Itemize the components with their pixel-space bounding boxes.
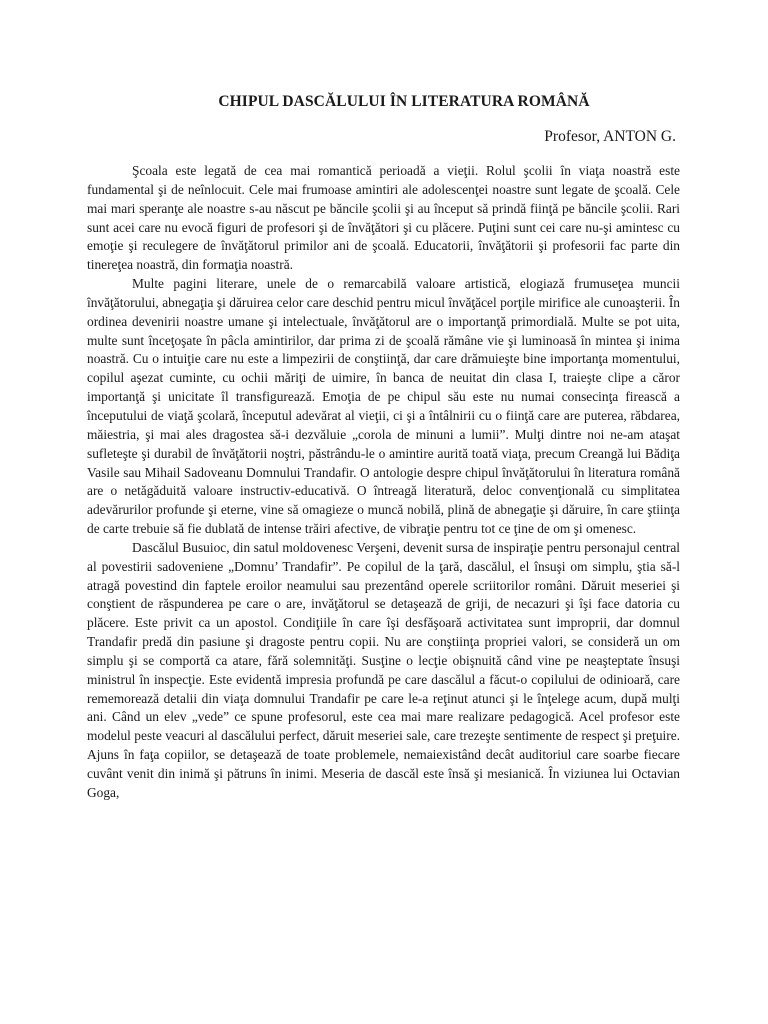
paragraph: Dascălul Busuioc, din satul moldovenesc Verşeni, devenit sursa de inspiraţie pentru personajul central al povestirii sadoveniene „Domnu’ Trandafir”. Pe copilul de la ţară, dascălul, el însuşi om simplu, ştia să-l atragă povestind din faptele eroilor neamului sau prezentând operele scriitorilor români. Dăruit meseriei şi conştient de răspunderea pe care o are, invăţătorul se detaşează de griji, de necazuri şi îşi face datoria cu plăcere. Este privit ca un apostol. Condiţiile în care îşi desfăşoară activitatea sunt improprii, dar domnul Trandafir predă din pasiune şi dragoste pentru copii. Nu are conştiinţa propriei valori, se consideră un om simplu şi se comportă ca atare, fără solemnităţi. Susţine o lecţie obişnuită când vine pe neaşteptate însuşi ministrul în inspecţie. Este evidentă impresia profundă pe care dascălul a făcut-o copilului de odinioară, care rememorează detalii din viaţa domnului Trandafir pe care le-a reţinut atunci şi le înţelege acum, după mulţi ani. Când un elev „vede” ce spune profesorul, este cea mai mare realizare pedagogică. Acel profesor este modelul peste veacuri al dascălului perfect, dăruit meseriei sale, care trezeşte sentimente de respect şi preţuire. Ajuns în faţa copiilor, se detaşează de toate problemele, nemaiexistând decât auditoriul care soarbe fiecare cuvânt venit din inimă şi pătruns în inimi. Meseria de dascăl este însă şi mesianică. În viziunea lui Octavian Goga,	[87, 539, 680, 800]
document-body	[87, 162, 680, 803]
author-line: Profesor, ANTON G.	[544, 128, 676, 145]
paragraph: Multe pagini literare, unele de o remarcabilă valoare artistică, elogiază frumuseţea muncii învăţătorului, abnegaţia şi dăruirea celor care deschid pentru micul învăţăcel porţile mirifice ale cunoaşterii. În ordinea devenirii noastre umane şi intelectuale, învăţătorul are o importanţă primordială. Multe se pot uita, multe sunt înceţoşate în pâcla amintirilor, dar prima zi de şcoală rămâne vie şi luminoasă în mintea şi inima noastră. Cu o intuiţie care nu este a limpezirii de conştiinţă, dar care drămuieşte bine importanţa momentului, copilul aşezat cuminte, cu ochii măriţi de uimire, în banca de neuitat din clasa I, traieşte clipe a căror importanţă şi unicitate îl transfigurează. Emoţia de pe chipul său este nu numai consecinţa firească a începutului de viaţă şcolară, începutul adevărat al vieţii, ci şi a întâlnirii cu o fiinţă care are puterea, răbdarea, măiestria, şi mai ales dragostea să-i dezvăluie „corola de minuni a lumii”. Mulţi dintre noi ne-am ataşat sufleteşte şi durabil de învăţătorii noştri, păstrându-le o amintire aurită toată viaţa, precum Creangă lui Bădiţa Vasile sau Mihail Sadoveanu Domnului Trandafir. O antologie despre chipul învăţătorului în literatura română are o netăgăduită valoare instructiv-educativă. O întreagă literatură, deloc convenţională cu simplitatea adevărurilor profunde şi eterne, vine să omagieze o muncă nobilă, plină de abnegaţie şi dăruire, în care ştiinţa de carte trebuie să fie dublată de intense trăiri afective, de vibraţie pentru tot ce ţine de om şi omenesc.	[87, 276, 680, 537]
paragraph: Şcoala este legată de cea mai romantică perioadă a vieţii. Rolul şcolii în viaţa noastră este fundamental şi de neînlocuit. Cele mai frumoase amintiri ale adolescenţei noastre sunt legate de şcoală. Cele mai mari speranţe ale noastre s-au născut pe băncile şcolii şi au început să prindă fiinţă pe băncile şcolii. Rari sunt acei care nu evocă figuri de profesori şi de învăţători şi cu plăcere. Puţini sunt cei care nu-şi amintesc cu emoţie şi reculegere de învăţătorul primilor ani de şcoală. Educatorii, învăţătorii şi profesorii fac parte din tinereţea noastră, din formaţia noastră.	[87, 163, 680, 273]
document-title: CHIPUL DASCĂLULUI ÎN LITERATURA ROMÂNĂ	[218, 93, 590, 110]
